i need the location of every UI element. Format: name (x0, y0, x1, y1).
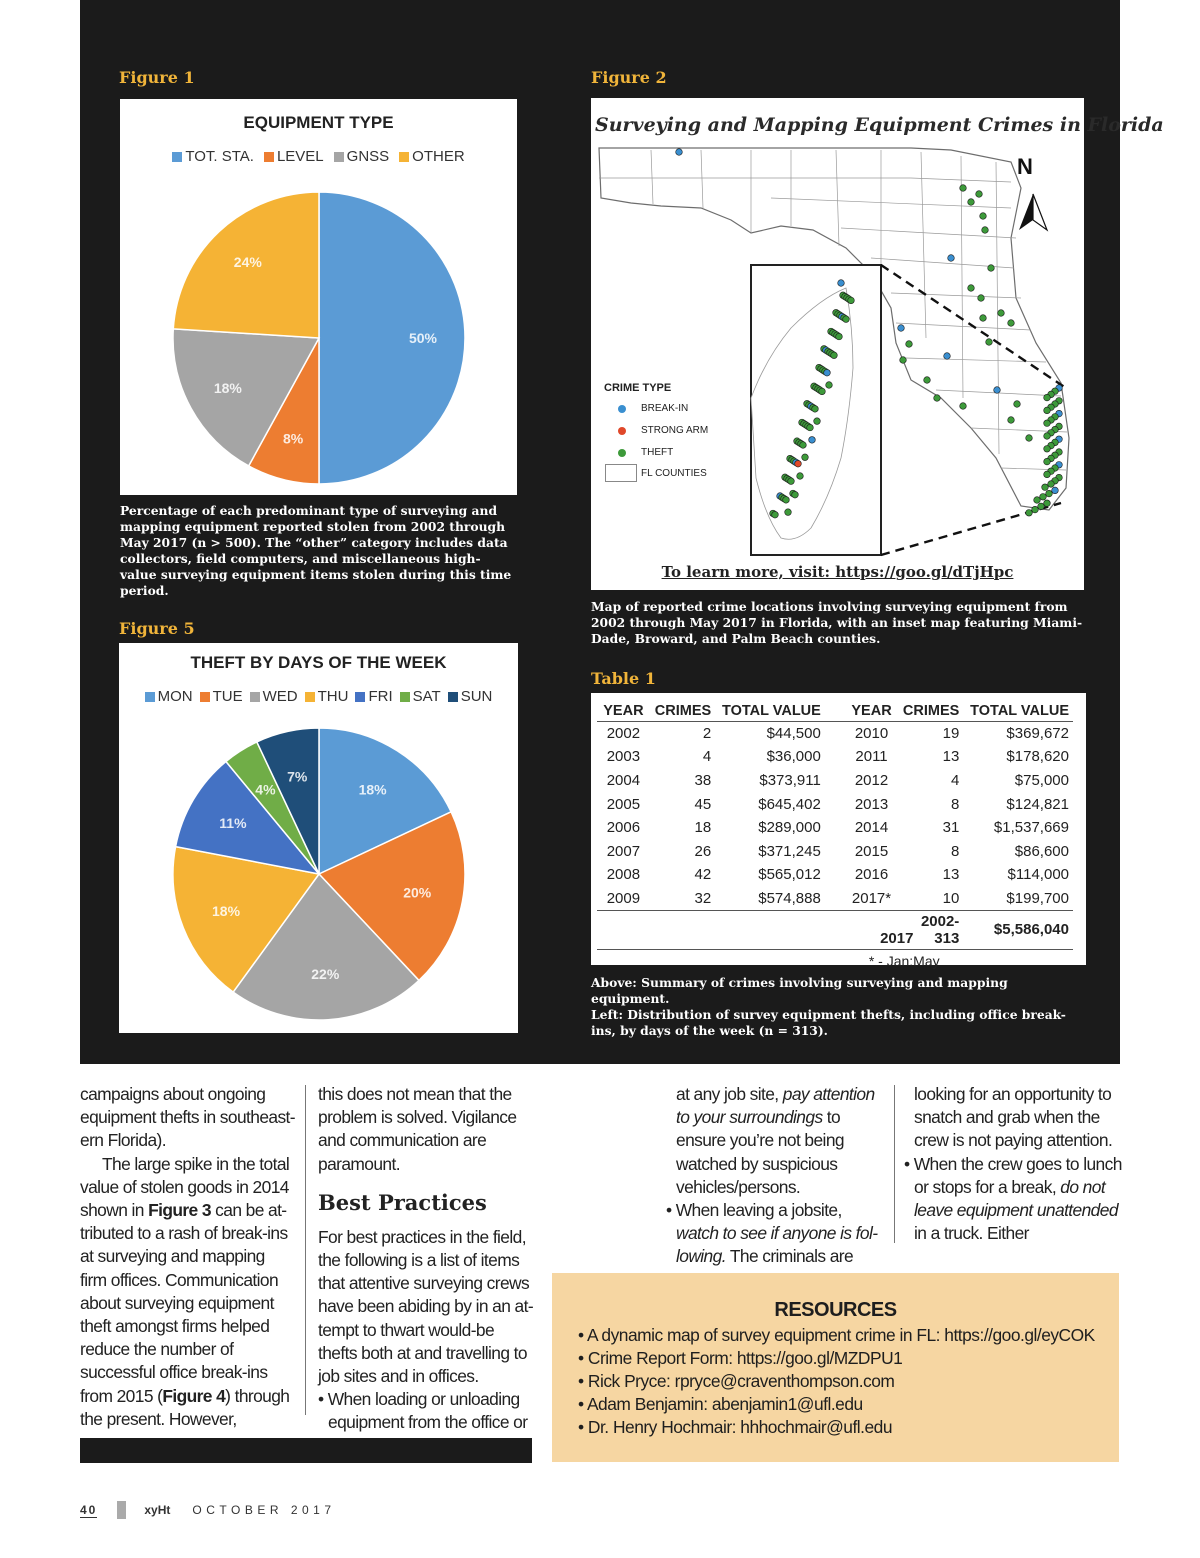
table-note-row (597, 949, 1073, 973)
florida-map-drawing (591, 98, 1084, 590)
figure5-legend-label: SAT (412, 688, 441, 705)
crime-dot (906, 341, 913, 348)
north-arrow-left (1019, 194, 1033, 230)
total-label: 2002-2017 313 (845, 910, 963, 949)
crime-dot (1052, 487, 1059, 494)
col1-paragraph-1: campaigns about ongoing equipment thefts in southeast-ern Florida). (80, 1084, 295, 1151)
table-cell: 4 (702, 748, 712, 766)
column-rule-2 (894, 1085, 895, 1243)
crime-dot (795, 460, 802, 467)
figure1-chart-title: EQUIPMENT TYPE (243, 113, 394, 132)
article-column-3 (666, 1083, 886, 1269)
crime-dot (986, 339, 993, 346)
figure2-label: Figure 2 (591, 68, 667, 87)
crime-dot (785, 509, 792, 516)
table-cell: $124,821 (1006, 795, 1069, 813)
figure2-caption: Map of reported crime locations involving surveying equipment from 2002 through May 2017 in Florida, with an inset map featuring Miami-Dade, Broward, and Palm Beach counties. (591, 599, 1083, 646)
table-cell: 18 (694, 819, 712, 837)
table-cell: $565,012 (758, 866, 821, 884)
crime-dot (898, 325, 905, 332)
crime-dot (1038, 503, 1045, 510)
figure1-slice-tot-sta (319, 192, 465, 484)
legend-swatch-counties (605, 464, 637, 482)
map-title: Surveying and Mapping Equipment Crimes in Florida (595, 114, 1164, 136)
legend-theft: THEFT (641, 447, 674, 458)
table-row (597, 722, 1073, 746)
crime-dot (826, 382, 833, 389)
column-rule-1 (305, 1085, 306, 1415)
table-row (597, 769, 1073, 793)
table-cell: 8 (950, 795, 960, 813)
figure5-slice-label: 7% (287, 768, 308, 785)
crime-dot (797, 473, 804, 480)
crime-dot (968, 199, 975, 206)
crime-dot (1044, 446, 1051, 453)
table-cell: 2012 (854, 771, 889, 789)
figure1-legend-label: OTHER (412, 148, 465, 165)
crime-dot (1008, 320, 1015, 327)
table1-label: Table 1 (591, 669, 656, 688)
magazine-name: xyHt (144, 1503, 171, 1517)
page-footer (80, 1500, 336, 1520)
crime-dot (944, 353, 951, 360)
crime-dot (980, 213, 987, 220)
resource-rick-pryce[interactable]: • Rick Pryce: rpryce@craventhompson.com (578, 1371, 895, 1391)
crime-dot (800, 442, 807, 449)
col2-paragraph-1: this does not mean that the problem is solved. Vigilance and communication are paramount. (318, 1084, 517, 1174)
table-cell: 2003 (606, 748, 641, 766)
article-column-4 (904, 1083, 1122, 1245)
crime-dot (968, 285, 975, 292)
figure1-chart (120, 99, 517, 495)
crime-dot (980, 315, 987, 322)
crime-dot (1026, 510, 1033, 517)
col-year: YEAR (597, 701, 650, 722)
crime-dot (792, 491, 799, 498)
col4-bullet-cont: looking for an opportunity to snatch and grab when the crew is not paying attention. (914, 1084, 1113, 1151)
figure1-pie (120, 99, 517, 495)
crime-dot (802, 454, 809, 461)
table-cell: 2017* (851, 889, 892, 907)
legend-strong-arm: STRONG ARM (641, 425, 709, 436)
col-crimes: CRIMES (650, 701, 715, 722)
total-value: $5,586,040 (963, 910, 1073, 949)
table-cell: $199,700 (1006, 889, 1069, 907)
col1-paragraph-2: The large spike in the total value of stolen goods in 2014 shown in Figure 3 can be at-tributed to a rash of break-ins at surveying and mapping firm offices. Communication about surveying equipment theft amongst firms helped reduce the number of successful office break-ins from 2015 (Figure 4) through the present. However, (80, 1153, 290, 1429)
table-cell: 19 (942, 725, 960, 743)
figure3-ref: Figure 3 (148, 1200, 211, 1221)
table1-box (591, 693, 1086, 970)
crime-dot (1040, 494, 1047, 501)
figure5-slice-label: 11% (219, 815, 247, 832)
crime-dot (831, 352, 838, 359)
crime-dot (924, 377, 931, 384)
crime-dot (1044, 458, 1051, 465)
figure1-slice-label: 50% (408, 330, 438, 346)
table-cell: $75,000 (1014, 771, 1069, 789)
table-row (597, 887, 1073, 911)
table-cell: 2005 (606, 795, 641, 813)
col3-bullet-2: • When leaving a jobsite, watch to see if anyone is fol-lowing. The criminals are (666, 1200, 878, 1267)
figure5-label: Figure 5 (119, 619, 195, 638)
figure1-label: Figure 1 (119, 68, 195, 87)
crime-dot (998, 310, 1005, 317)
table-row (597, 792, 1073, 816)
table-cell: 8 (950, 842, 960, 860)
resources-title: RESOURCES (774, 1299, 897, 1321)
crime-dot (960, 185, 967, 192)
legend-dot-theft (618, 449, 626, 457)
resources-box (552, 1273, 1119, 1462)
crime-dot (772, 511, 779, 518)
article-column-2 (318, 1083, 534, 1435)
crime-dot (788, 478, 795, 485)
crime-dot (1044, 394, 1051, 401)
table-cell: $371,245 (758, 842, 821, 860)
col3-bullet-cont: at any job site, pay attention to your surroundings to ensure you’re not being watched by suspicious vehicles/persons. (676, 1084, 875, 1197)
resource-map-link[interactable]: • A dynamic map of survey equipment crime in FL: https://goo.gl/eyCOK (578, 1325, 1095, 1345)
table-cell: 26 (694, 842, 712, 860)
table-cell: $645,402 (758, 795, 821, 813)
crime-dot (814, 418, 821, 425)
table-cell: 38 (694, 771, 712, 789)
figure5-legend-label: TUE (212, 688, 243, 705)
page-number: 40 (80, 1502, 98, 1517)
crime-dot (976, 191, 983, 198)
table-cell: 31 (942, 819, 960, 837)
table-cell: 2011 (855, 748, 888, 766)
resource-report-form[interactable]: • Crime Report Form: https://goo.gl/MZDPU1 (578, 1348, 903, 1368)
article-column-1 (80, 1083, 295, 1431)
table-note: * - Jan:May (868, 953, 940, 970)
col2-paragraph-2: For best practices in the field, the following is a list of items that attentive surveying crews have been abiding by in an at-tempt to thwart would-be thefts both at and travelling to job sites and in offices. (318, 1226, 534, 1387)
crime-dot (1046, 490, 1053, 497)
col-year-2: YEAR (845, 701, 898, 722)
crime-dot (988, 265, 995, 272)
table-cell: 2 (702, 725, 712, 743)
figure1-slice-label: 24% (233, 254, 262, 271)
table-cell: 42 (694, 866, 712, 884)
table-cell: 2013 (854, 795, 889, 813)
col-total-value-2: TOTAL VALUE (963, 701, 1073, 722)
crime-dot (824, 369, 831, 376)
legend-fl-counties: FL COUNTIES (641, 468, 707, 479)
table-cell: 2010 (854, 725, 889, 743)
figure5-slice-label: 4% (255, 781, 276, 798)
figure5-legend-label: THU (317, 688, 349, 705)
legend-dot-strong-arm (618, 427, 626, 435)
crime-dot (812, 406, 819, 413)
figure5-slice-label: 20% (403, 884, 432, 901)
crime-dot (809, 437, 816, 444)
table-cell: 2006 (606, 819, 641, 837)
resource-henry-hochmair[interactable]: • Dr. Henry Hochmair: hhhochmair@ufl.edu (578, 1417, 893, 1437)
table-cell: 13 (942, 866, 960, 884)
table-cell: $36,000 (766, 748, 821, 766)
table-row (597, 839, 1073, 863)
crime-dot (838, 280, 845, 287)
figure5-chart (119, 643, 518, 1033)
table-cell: 2016 (854, 866, 889, 884)
crime-dot (934, 395, 941, 402)
figure5-legend-label: WED (262, 688, 298, 705)
table-cell: 32 (694, 889, 712, 907)
figure1-legend-label: LEVEL (276, 148, 324, 165)
table-row (597, 816, 1073, 840)
table-cell: $289,000 (758, 819, 821, 837)
crime-dot (807, 424, 814, 431)
table-cell: $1,537,669 (993, 819, 1069, 837)
figure1-caption: Percentage of each predominant type of surveying and mapping equipment reported stolen from 2002 through May 2017 (n > 500). The “other” category includes data collectors, field computers, and miscellaneous high-value surveying equipment items stolen during this time period. (120, 503, 512, 598)
crime-dot (1026, 435, 1033, 442)
figure5-legend-label: FRI (368, 688, 393, 705)
table1-caption-above: Above: Summary of crimes involving surveying and mapping equipment. (591, 975, 1008, 1006)
table-cell: 2009 (606, 889, 641, 907)
figure5-slice-label: 22% (311, 965, 340, 982)
table-cell: 2004 (606, 771, 641, 789)
resource-adam-benjamin[interactable]: • Adam Benjamin: abenjamin1@ufl.edu (578, 1394, 863, 1414)
legend-dot-break-in (618, 405, 626, 413)
crime-dot (1014, 401, 1021, 408)
crime-dot (900, 357, 907, 364)
table1-caption-left: Left: Distribution of survey equipment thefts, including office break-ins, by days of the week (n = 313). (591, 1007, 1066, 1038)
crime-dot (1044, 471, 1051, 478)
crime-summary-table (597, 701, 1073, 973)
crime-dot (848, 297, 855, 304)
figure1-legend-label: GNSS (346, 148, 390, 165)
crime-dot (982, 227, 989, 234)
crime-dot (1044, 407, 1051, 414)
florida-crime-map (591, 98, 1164, 590)
total-crimes: 313 (934, 929, 960, 947)
crime-dot (1044, 420, 1051, 427)
decorative-bar (80, 1438, 532, 1463)
table-cell: $369,672 (1006, 725, 1069, 743)
figure5-slice-label: 18% (358, 781, 387, 798)
figure1-slice-label: 18% (213, 380, 242, 397)
figure5-legend-label: MON (157, 688, 193, 705)
col-total-value: TOTAL VALUE (715, 701, 825, 722)
north-arrow-right (1033, 194, 1047, 230)
table-cell: 4 (950, 771, 960, 789)
map-link[interactable]: To learn more, visit: https://goo.gl/dTjHpc (661, 563, 1014, 581)
crime-dot (843, 316, 850, 323)
table-cell: $114,000 (1007, 866, 1069, 884)
table-cell: $86,600 (1014, 842, 1069, 860)
crime-dot (1044, 500, 1051, 507)
best-practices-heading: Best Practices (318, 1189, 487, 1215)
crime-dot (960, 403, 967, 410)
figure5-legend-label: SUN (460, 688, 493, 705)
figure5-slice-label: 18% (212, 902, 241, 919)
table-cell: 2008 (606, 866, 641, 884)
crime-dot (783, 497, 790, 504)
figure5-pie (119, 643, 518, 1033)
table-cell: $44,500 (766, 725, 821, 743)
figure4-ref: Figure 4 (162, 1385, 226, 1406)
table-cell: 2014 (854, 819, 889, 837)
table-cell: 2002 (606, 725, 641, 743)
col4-bullet-2: • When the crew goes to lunch or stops for a break, do not leave equipment unattended in a truck. Either (904, 1153, 1122, 1244)
col2-bullet-1: • When loading or unloading equipment from the office or (318, 1389, 528, 1433)
crime-dot (978, 295, 985, 302)
table-cell: $178,620 (1006, 748, 1069, 766)
table-cell: $574,888 (758, 889, 821, 907)
table-cell: 2015 (854, 842, 889, 860)
resources-list (578, 1324, 1095, 1439)
crime-dot (1048, 481, 1055, 488)
crime-dot (1032, 506, 1039, 513)
crime-dot (1042, 484, 1049, 491)
table-cell: 45 (694, 795, 712, 813)
crime-dot (676, 149, 683, 156)
figure5-chart-title: THEFT BY DAYS OF THE WEEK (190, 653, 447, 672)
map-legend-title: CRIME TYPE (604, 382, 672, 394)
crime-dot (836, 333, 843, 340)
north-label: N (1017, 154, 1033, 179)
crime-dot (1034, 497, 1041, 504)
table-header-row (597, 701, 1073, 722)
table-cell: 13 (942, 748, 960, 766)
figure1-slice-label: 8% (283, 430, 304, 447)
table-row (597, 863, 1073, 887)
crime-dot (819, 388, 826, 395)
footer-separator (117, 1501, 126, 1519)
table-cell: 2007 (606, 842, 641, 860)
table-total-row (597, 910, 1073, 949)
legend-break-in: BREAK-IN (641, 403, 689, 414)
table-cell: 10 (942, 889, 960, 907)
col-crimes-2: CRIMES (898, 701, 963, 722)
issue-date: OCTOBER 2017 (192, 1503, 336, 1517)
crime-dot (1044, 433, 1051, 440)
figure1-legend-label: TOT. STA. (185, 148, 254, 165)
crime-dot (948, 255, 955, 262)
table-cell: $373,911 (759, 771, 821, 789)
table-row (597, 745, 1073, 769)
crime-dot (1008, 417, 1015, 424)
crime-dot (994, 387, 1001, 394)
